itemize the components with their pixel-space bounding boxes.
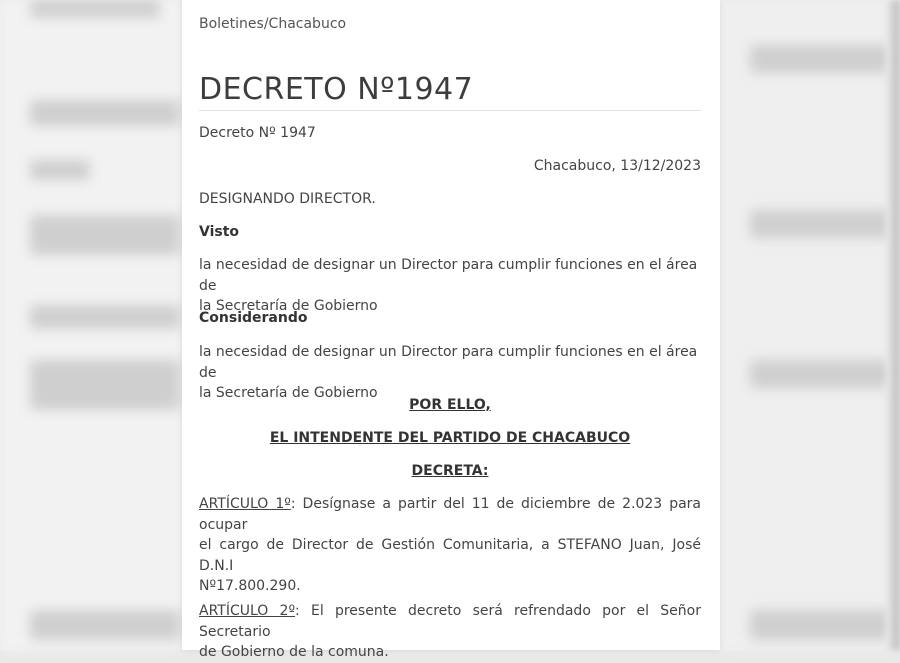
considerando-text-line-1: la necesidad de designar un Director para cumplir funciones en el área de	[199, 344, 698, 381]
article-2-label: ARTÍCULO 2º	[199, 603, 296, 619]
document-page	[182, 0, 720, 660]
decree-number: Decreto Nº 1947	[199, 125, 316, 141]
visto-text-line-1: la necesidad de designar un Director para cumplir funciones en el área de	[199, 257, 698, 294]
article-2	[199, 601, 701, 663]
por-ello	[199, 395, 701, 416]
background-left-panel	[0, 0, 182, 650]
considerando-text-line-2: la Secretaría de Gobierno	[199, 385, 378, 401]
visto-text-line-2: la Secretaría de Gobierno	[199, 298, 378, 314]
page-title: DECRETO Nº1947	[199, 72, 701, 111]
article-1-label: ARTÍCULO 1º	[199, 496, 291, 512]
article-1-line-2: el cargo de Director de Gestión Comunitaria, a STEFANO Juan, José D.N.I	[199, 537, 701, 574]
decreta-text: DECRETA:	[411, 463, 489, 479]
decreta	[199, 461, 701, 482]
background-right-panel	[720, 0, 900, 650]
article-1	[199, 494, 701, 597]
breadcrumb[interactable]: Boletines/Chacabuco	[199, 16, 347, 32]
article-2-line-1-text: : El presente decreto será refrendado por el Señor Secretario	[199, 603, 701, 640]
article-2-line-1	[199, 601, 701, 642]
por-ello-text: POR ELLO,	[409, 397, 491, 413]
intendente-text: EL INTENDENTE DEL PARTIDO DE CHACABUCO	[269, 430, 631, 446]
intendente	[199, 428, 701, 449]
article-1-line-1	[199, 494, 701, 535]
screen-edge-shadow	[886, 0, 900, 650]
article-1-line-1-text: : Desígnase a partir del 11 de diciembre de 2.023 para ocupar	[199, 496, 702, 533]
decree-subject: DESIGNANDO DIRECTOR.	[199, 191, 376, 207]
article-2-line-2: de Gobierno de la comuna.	[199, 644, 389, 660]
visto-heading: Visto	[199, 224, 240, 240]
place-date: Chacabuco, 13/12/2023	[533, 158, 701, 174]
considerando-heading: Considerando	[199, 310, 308, 326]
article-1-line-3: Nº17.800.290.	[199, 578, 301, 594]
